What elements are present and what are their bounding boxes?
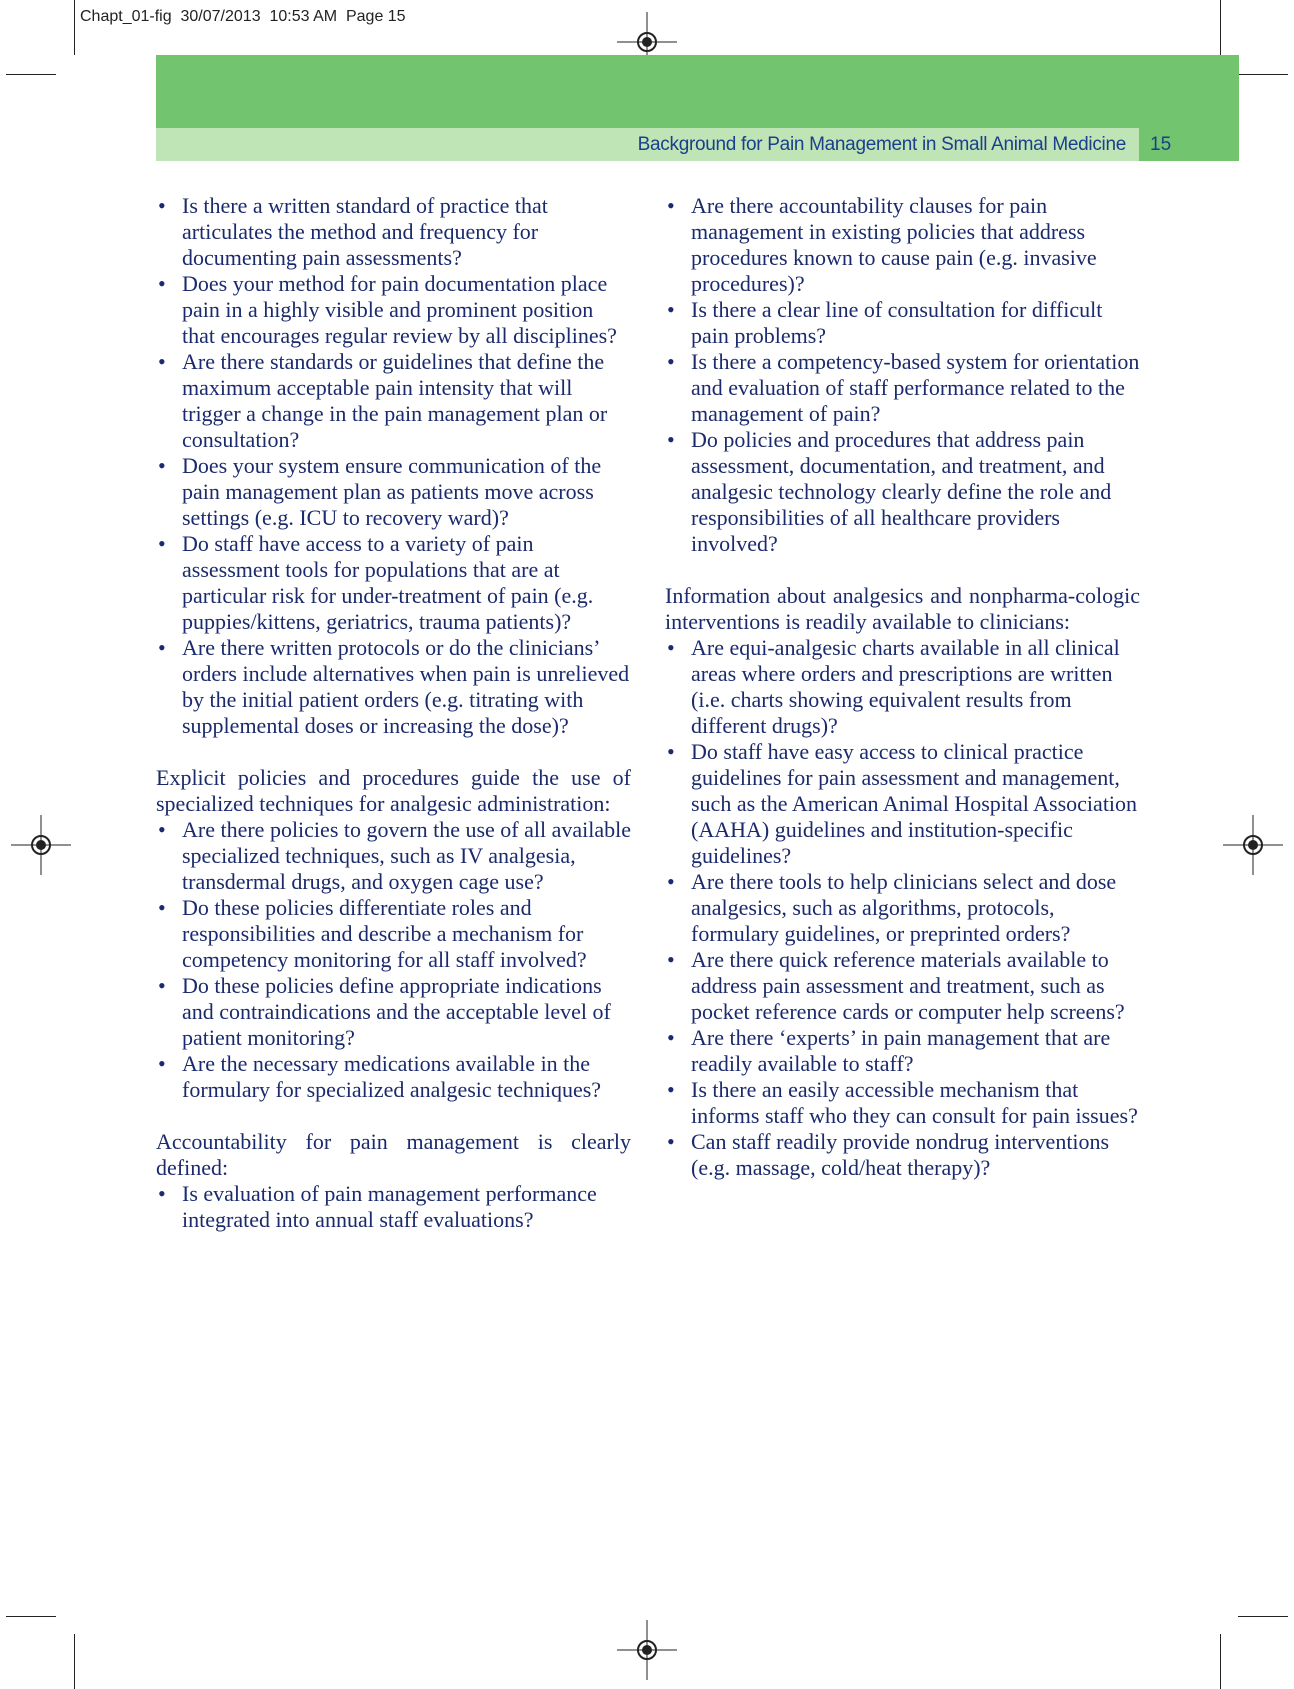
crop-mark-bottom-left-vertical — [74, 1634, 75, 1689]
list-item: • Are equi-analgesic charts available in all clinical areas where orders and prescriptions are written (i.e. charts showing equivalent results from different drugs)? — [665, 635, 1140, 739]
list-item: • Do these policies differentiate roles and responsibilities and describe a mechanism for competency monitoring for all staff involved? — [156, 895, 631, 973]
list-item: • Can staff readily provide nondrug interventions (e.g. massage, cold/heat therapy)? — [665, 1129, 1140, 1181]
running-head: Background for Pain Management in Small Animal Medicine — [637, 134, 1126, 155]
list-item: • Do policies and procedures that address pain assessment, documentation, and treatment, and analgesic technology clearly define the role and responsibilities of all healthcare providers involved? — [665, 427, 1140, 557]
bullet-list — [156, 1181, 631, 1233]
crop-mark-bottom-left-horizontal — [6, 1616, 56, 1617]
crop-mark-top-right-horizontal — [1238, 74, 1288, 75]
list-item: • Are there tools to help clinicians select and dose analgesics, such as algorithms, protocols, formulary guidelines, or preprinted orders? — [665, 869, 1140, 947]
list-item: • Are there accountability clauses for pain management in existing policies that address procedures known to cause pain (e.g. invasive procedures)? — [665, 193, 1140, 297]
list-item: • Are there written protocols or do the clinicians’ orders include alternatives when pain is unrelieved by the initial patient orders (e.g. titrating with supplemental doses or increasing the dose)? — [156, 635, 631, 739]
registration-mark-bottom-icon — [617, 1620, 677, 1680]
page-number: 15 — [1150, 134, 1172, 155]
list-item: • Do these policies define appropriate indications and contraindications and the acceptable level of patient monitoring? — [156, 973, 631, 1051]
list-item: • Do staff have easy access to clinical practice guidelines for pain assessment and management, such as the American Animal Hospital Association (AAHA) guidelines and institution-specific guidelines? — [665, 739, 1140, 869]
list-item: • Are there quick reference materials available to address pain assessment and treatment, such as pocket reference cards or computer help screens? — [665, 947, 1140, 1025]
crop-mark-bottom-right-horizontal — [1238, 1616, 1288, 1617]
header-band — [156, 55, 1239, 128]
list-item: • Are there standards or guidelines that define the maximum acceptable pain intensity that will trigger a change in the pain management plan or consultation? — [156, 349, 631, 453]
crop-mark-top-left-horizontal — [6, 74, 56, 75]
list-item: • Is evaluation of pain management performance integrated into annual staff evaluations? — [156, 1181, 631, 1233]
list-item: • Are the necessary medications available in the formulary for specialized analgesic techniques? — [156, 1051, 631, 1103]
registration-mark-right-icon — [1223, 815, 1283, 875]
bullet-list — [665, 635, 1140, 1181]
list-item: • Is there an easily accessible mechanism that informs staff who they can consult for pain issues? — [665, 1077, 1140, 1129]
list-item: • Do staff have access to a variety of pain assessment tools for populations that are at particular risk for under-treatment of pain (e.g. puppies/kittens, geriatrics, trauma patients)? — [156, 531, 631, 635]
list-item: • Is there a written standard of practice that articulates the method and frequency for documenting pain assessments? — [156, 193, 631, 271]
section-intro-paragraph: Accountability for pain management is clearly defined: — [156, 1129, 631, 1180]
right-column — [665, 193, 1140, 1181]
list-item: • Does your method for pain documentation place pain in a highly visible and prominent position that encourages regular review by all disciplines? — [156, 271, 631, 349]
list-item: • Does your system ensure communication of the pain management plan as patients move across settings (e.g. ICU to recovery ward)? — [156, 453, 631, 531]
registration-mark-left-icon — [11, 815, 71, 875]
section-intro-paragraph: Information about analgesics and nonpharma-cologic interventions is readily available to clinicians: — [665, 583, 1140, 634]
list-item: • Are there policies to govern the use of all available specialized techniques, such as IV analgesia, transdermal drugs, and oxygen cage use? — [156, 817, 631, 895]
list-item: • Are there ‘experts’ in pain management that are readily available to staff? — [665, 1025, 1140, 1077]
section-intro-paragraph: Explicit policies and procedures guide the use of specialized techniques for analgesic administration: — [156, 765, 631, 816]
bullet-list — [156, 817, 631, 1103]
crop-mark-top-right-vertical — [1220, 0, 1221, 55]
crop-mark-top-left-vertical — [74, 0, 75, 55]
list-item: • Is there a competency-based system for orientation and evaluation of staff performance related to the management of pain? — [665, 349, 1140, 427]
printer-slug: Chapt_01-fig 30/07/2013 10:53 AM Page 15 — [80, 8, 406, 25]
bullet-list — [665, 193, 1140, 557]
bullet-list — [156, 193, 631, 739]
left-column — [156, 193, 631, 1233]
list-item: • Is there a clear line of consultation for difficult pain problems? — [665, 297, 1140, 349]
crop-mark-bottom-right-vertical — [1220, 1634, 1221, 1689]
